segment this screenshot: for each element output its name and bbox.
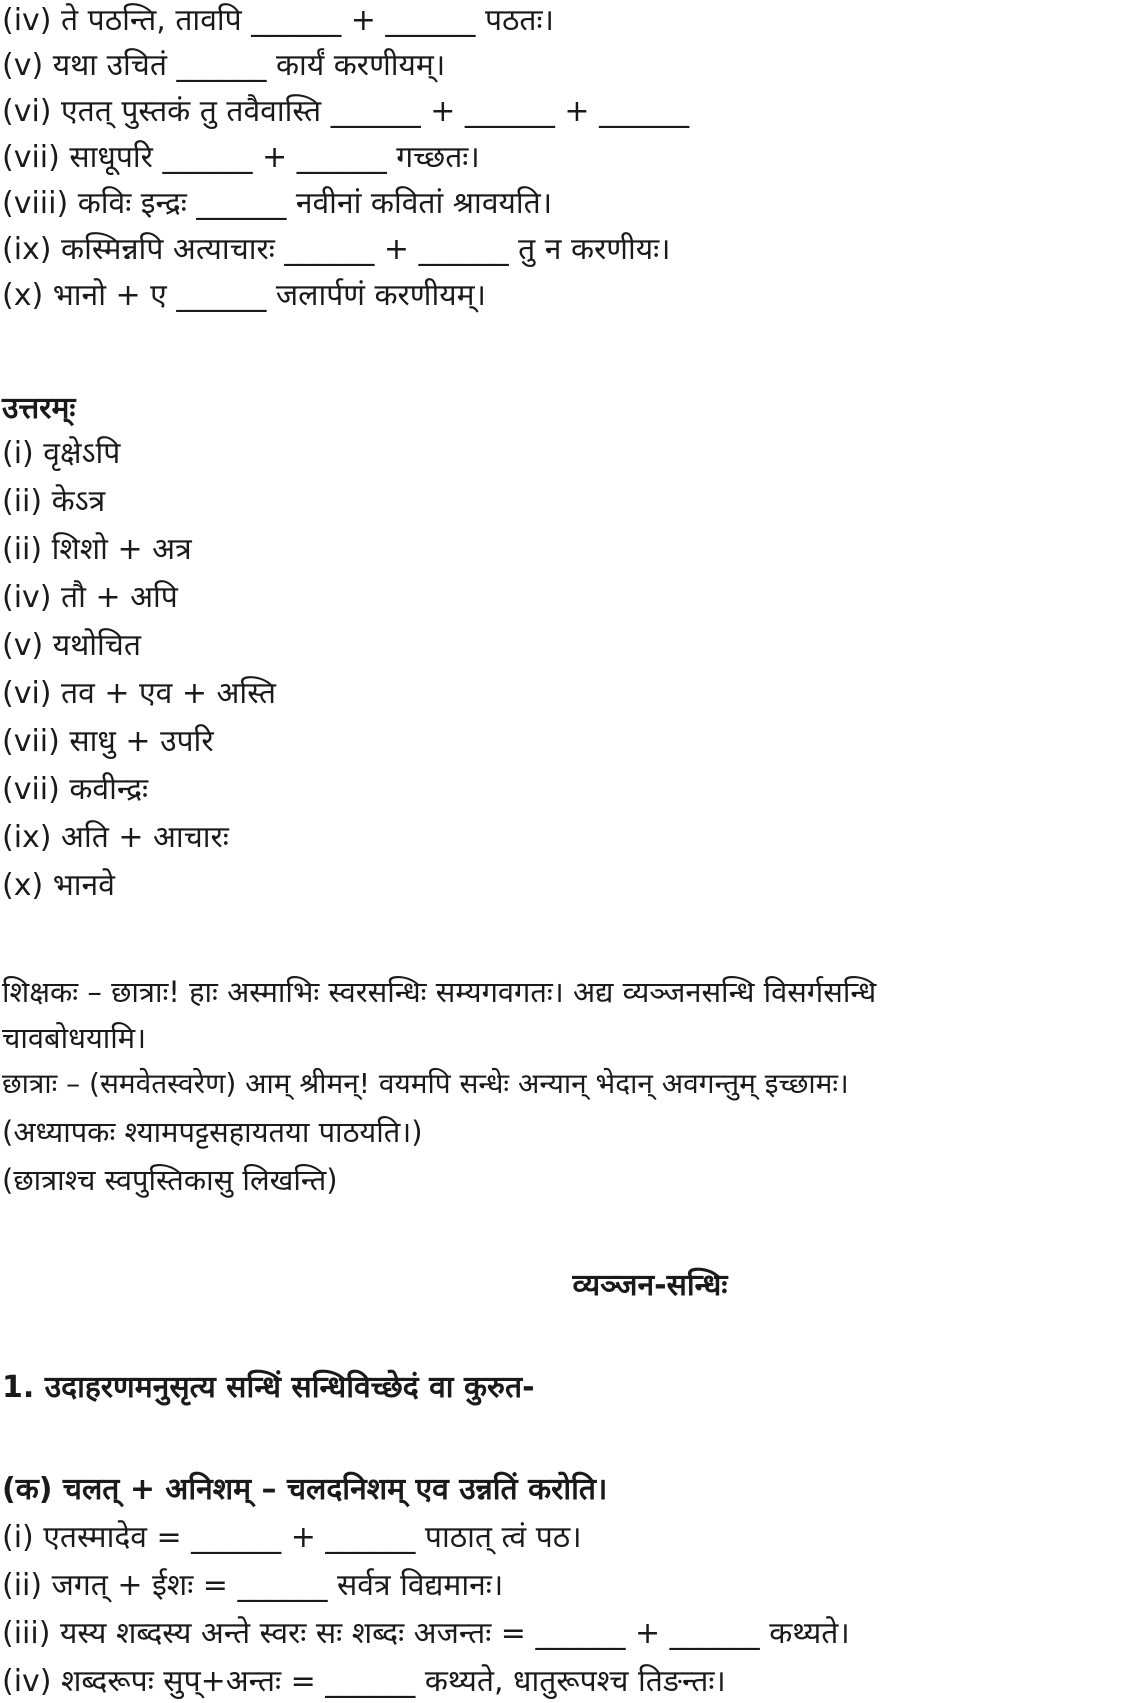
question-x: (x) भानो + ए ______ जलार्पणं करणीयम्। <box>2 278 486 313</box>
question-vi: (vi) एतत् पुस्तकं तु तवैवास्ति ______ + ______ + ______ <box>2 94 690 129</box>
question-v: (v) यथा उचितं ______ कार्यं करणीयम्। <box>2 48 446 83</box>
teacher-dialogue-cont: चावबोधयामि। <box>2 1021 147 1055</box>
answer-item: (v) यथोचित <box>2 628 141 663</box>
answer-item: (ix) अति + आचारः <box>2 820 229 855</box>
answer-item: (vii) कवीन्द्रः <box>2 772 149 807</box>
answer-item: (ii) शिशो + अत्र <box>2 532 192 567</box>
stage-direction: (छात्राश्च स्वपुस्तिकासु लिखन्ति) <box>2 1163 338 1197</box>
exercise-item: (i) एतस्मादेव = ______ + ______ पाठात् त्वं पठ। <box>2 1520 582 1555</box>
stage-direction: (अध्यापकः श्यामपट्टसहायतया पाठयति।) <box>2 1115 423 1149</box>
exercise-item: (iii) यस्य शब्दस्य अन्ते स्वरः सः शब्दः अजन्तः = ______ + ______ कथ्यते। <box>2 1616 850 1651</box>
section-title: व्यञ्जन-सन्धिः <box>572 1268 728 1303</box>
answers-heading: उत्तरम्ः <box>2 391 76 426</box>
answer-item: (i) वृक्षेऽपि <box>2 436 121 471</box>
question-viii: (viii) कविः इन्द्रः ______ नवीनां कवितां श्रावयति। <box>2 186 553 221</box>
students-dialogue: छात्राः – (समवेतस्वरेण) आम् श्रीमन्! वयमपि सन्धेः अन्यान् भेदान् अवगन्तुम् इच्छामः। <box>2 1067 849 1100</box>
exercise-heading: 1. उदाहरणमनुसृत्य सन्धिं सन्धिविच्छेदं वा कुरुत- <box>2 1370 535 1405</box>
question-vii: (vii) साधूपरि ______ + ______ गच्छतः। <box>2 140 480 175</box>
answer-item: (ii) केऽत्र <box>2 484 106 519</box>
teacher-dialogue: शिक्षकः – छात्राः! हाः अस्माभिः स्वरसन्धिः सम्यगवगतः। अद्य व्यञ्जनसन्धि विसर्गसन्धि <box>2 975 877 1009</box>
exercise-item: (iv) शब्दरूपः सुप्+अन्तः = ______ कथ्यते, धातुरूपश्च तिङन्तः। <box>2 1664 726 1699</box>
answer-item: (vi) तव + एव + अस्ति <box>2 676 276 711</box>
answer-item: (x) भानवे <box>2 868 115 903</box>
question-iv: (iv) ते पठन्ति, तावपि ______ + ______ पठतः। <box>2 3 554 38</box>
answer-item: (vii) साधु + उपरि <box>2 724 214 759</box>
exercise-item: (ii) जगत् + ईशः = ______ सर्वत्र विद्यमानः। <box>2 1568 504 1603</box>
answer-item: (iv) तौ + अपि <box>2 580 178 615</box>
question-ix: (ix) कस्मिन्नपि अत्याचारः ______ + ______ तु न करणीयः। <box>2 232 671 267</box>
example-line: (क) चलत् + अनिशम् – चलदनिशम् एव उन्नतिं करोति। <box>2 1472 608 1507</box>
